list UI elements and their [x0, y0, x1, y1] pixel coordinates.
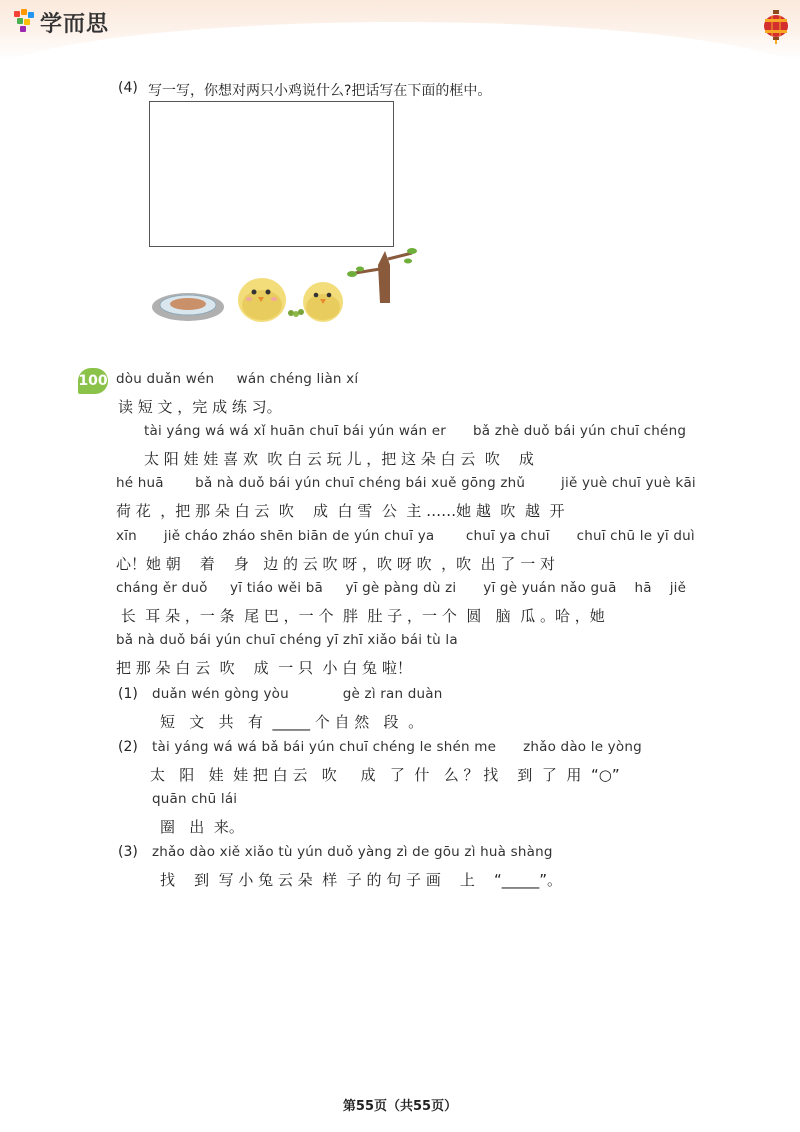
brand-name: 学而思	[40, 11, 110, 37]
pinyin-line: bǎ nà duǒ bái yún chuī chéng yī zhī xiǎo bái tù la	[116, 632, 458, 648]
pinyin-line: tài yáng wá wá bǎ bái yún chuī chéng le shén me zhǎo dào le yòng	[152, 739, 642, 755]
hanzi-line: 长 耳 朵 ，一 条 尾 巴 ，一 个 胖 肚 子 ，一 个 圆 脑 瓜 。哈 ，她	[116, 607, 605, 625]
pinyin-line: dòu duǎn wén wán chéng liàn xí	[116, 371, 359, 387]
sub-question-3-label: (3)	[118, 844, 138, 860]
hanzi-line: 荷 花 ，把 那 朵 白 云 吹 成 白 雪 公 主 ……她 越 吹 越 开	[116, 502, 565, 520]
brand-logo	[14, 8, 109, 36]
pinyin-line: duǎn wén gòng yòu gè zì ran duàn	[152, 686, 443, 702]
page-number-footer: 第55页（共55页）	[342, 1099, 458, 1114]
hanzi-line: 圈 出 来。	[160, 818, 244, 836]
pinyin-line: cháng ěr duǒ yī tiáo wěi bā yī gè pàng dù zi yī gè yuán nǎo guā hā jiě	[116, 580, 687, 596]
pinyin-line: quān chū lái	[152, 791, 238, 807]
question-4-label: (4)	[118, 80, 138, 96]
answer-box[interactable]	[149, 101, 394, 247]
chicks-illustration	[150, 245, 430, 330]
question-number-badge: 100	[78, 368, 108, 394]
pinyin-line: xīn jiě cháo zháo shēn biān de yún chuī ya chuī ya chuī chuī chū le yī duì	[116, 528, 695, 544]
hanzi-line: 心！她 朝 着 身 边 的 云 吹 呀 ，吹 呀 吹 ，吹 出 了 一 对	[116, 555, 555, 573]
hanzi-line: 读 短 文 ，完 成 练 习。	[118, 398, 282, 416]
header-curve	[0, 22, 800, 82]
pinyin-line: zhǎo dào xiě xiǎo tù yún duǒ yàng zì de gōu zì huà shàng	[152, 844, 553, 860]
red-lantern-icon	[762, 10, 790, 44]
caterpillar-icon	[288, 309, 304, 317]
colorful-blocks-logo-icon	[14, 9, 36, 35]
question-4-prompt: 写一写，你想对两只小鸡说什么?把话写在下面的框中。	[148, 83, 492, 99]
pinyin-line: tài yáng wá wá xǐ huān chuī bái yún wán er bǎ zhè duǒ bái yún chuī chéng	[144, 423, 687, 439]
hanzi-line: 太 阳 娃 娃 喜 欢 吹 白 云 玩 儿 ，把 这 朵 白 云 吹 成	[144, 450, 534, 468]
hanzi-line: 把 那 朵 白 云 吹 成 一 只 小 白 兔 啦！	[116, 659, 412, 677]
chick-icon	[303, 282, 343, 322]
page-header	[0, 0, 800, 60]
tree-branch-icon	[347, 248, 417, 303]
chick-icon	[238, 278, 286, 322]
grain-plate-icon	[152, 293, 224, 321]
sub-question-2-label: (2)	[118, 739, 138, 755]
hanzi-line: 太 阳 娃 娃 把 白 云 吹 成 了 什 么 ？ 找 到 了 用 “○”	[150, 766, 620, 784]
sub-question-1-label: (1)	[118, 686, 138, 702]
pinyin-line: hé huā bǎ nà duǒ bái yún chuī chéng bái xuě gōng zhǔ jiě yuè chuī yuè kāi	[116, 475, 696, 491]
hanzi-line: 短 文 共 有 _____ 个 自 然 段 。	[160, 713, 424, 731]
hanzi-line: 找 到 写 小 兔 云 朵 样 子 的 句 子 画 上 “_____”。	[160, 871, 563, 889]
